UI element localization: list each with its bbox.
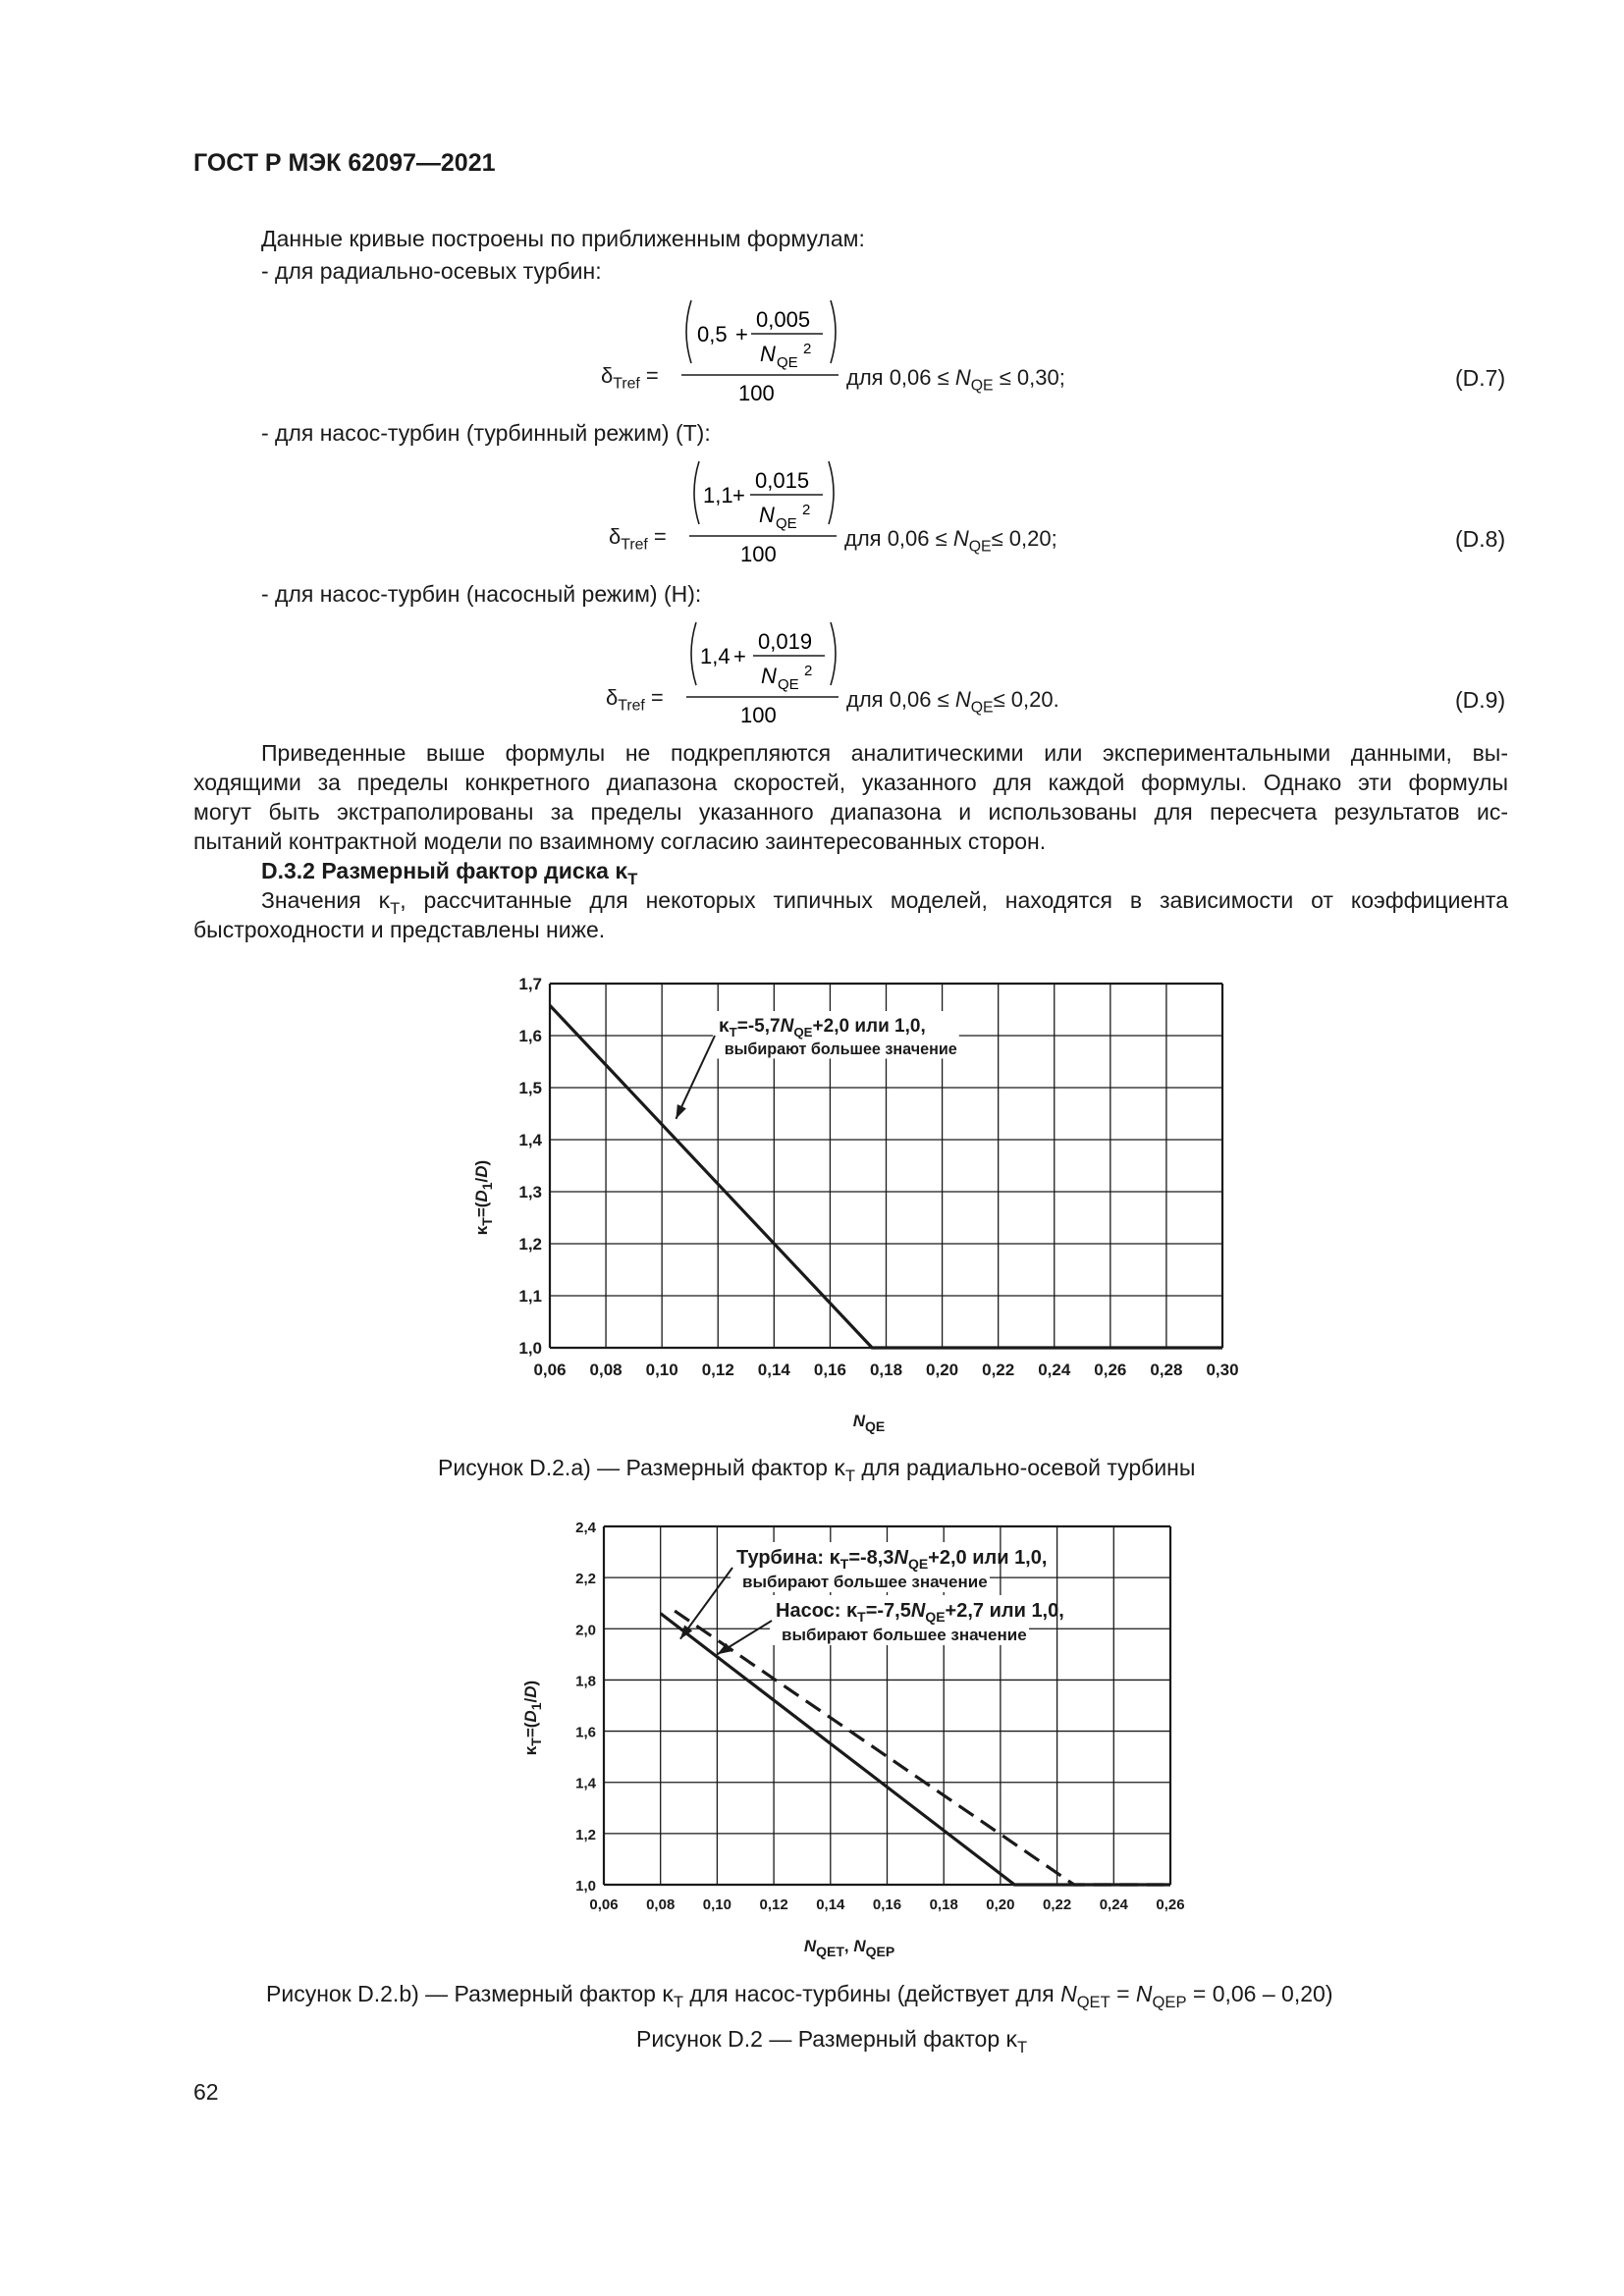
svg-text:1,1: 1,1 bbox=[703, 483, 733, 507]
x-tick-label: 0,16 bbox=[813, 1361, 846, 1379]
x-tick-label: 0,14 bbox=[816, 1896, 845, 1913]
svg-text:+: + bbox=[735, 322, 748, 347]
annotation-formula: Турбина: $\kappa_T=-8,3N_{QE}+2,0$ или 1,0, bbox=[736, 1547, 1048, 1572]
section-text-line: быстроходности и представлены ниже. bbox=[193, 917, 606, 942]
y-tick-label: 1,6 bbox=[575, 1724, 596, 1741]
intro-item-pump-mode: - для насос-турбин (насосный режим) (Н): bbox=[261, 581, 702, 607]
chart-radial-turbine bbox=[442, 967, 1257, 1438]
y-tick-label: 1,2 bbox=[575, 1826, 596, 1843]
annotation-note: выбирают большее значение bbox=[724, 1040, 957, 1058]
x-tick-label: 0,06 bbox=[533, 1361, 567, 1379]
formula-condition: для $0,06 \le N_{QE} \le 0,30$; bbox=[846, 365, 1065, 395]
x-tick-label: 0,24 bbox=[1099, 1896, 1128, 1913]
page-number: 62 bbox=[193, 2079, 219, 2105]
y-tick-label: 1,5 bbox=[518, 1079, 542, 1097]
annotation-arrowhead bbox=[676, 1104, 685, 1119]
x-tick-label: 0,06 bbox=[589, 1896, 619, 1913]
svg-text:2: 2 bbox=[803, 341, 812, 357]
y-tick-label: 1,6 bbox=[518, 1027, 542, 1045]
intro-item-radial: - для радиально-осевых турбин: bbox=[261, 258, 602, 284]
formula-lhs: $\delta_{Tref}$ = bbox=[606, 685, 664, 715]
x-axis-label: $N_{QE}$ bbox=[852, 1412, 886, 1434]
x-tick-label: 0,20 bbox=[926, 1361, 959, 1379]
svg-text:0,019: 0,019 bbox=[758, 629, 813, 654]
document-header: ГОСТ Р МЭК 62097—2021 bbox=[193, 149, 496, 177]
svg-text:N: N bbox=[760, 342, 776, 366]
svg-text:N: N bbox=[761, 664, 777, 688]
figure-caption: Рисунок D.2 — Размерный фактор $\kappa_T$ bbox=[636, 2026, 1028, 2056]
x-axis-label: $N_{QET}$, $N_{QEP}$ bbox=[803, 1937, 895, 1959]
formula-lhs: $\delta_{Tref}$ = bbox=[609, 524, 667, 554]
x-tick-label: 0,12 bbox=[701, 1361, 734, 1379]
formula-fraction bbox=[685, 455, 842, 571]
y-tick-label: 2,4 bbox=[575, 1520, 596, 1536]
chart-pump-turbine bbox=[511, 1507, 1198, 1973]
formula-condition: для $0,06 \le N_{QE}\le 0,20$. bbox=[846, 687, 1059, 717]
section-text-line: Значения $\kappa_T$, рассчитанные для некоторых типичных моделей, находятся в зависимости от коэффициента bbox=[261, 887, 1508, 918]
x-tick-label: 0,26 bbox=[1094, 1361, 1127, 1379]
formula-condition: для $0,06 \le N_{QE}\le 0,20$; bbox=[844, 526, 1057, 556]
svg-text:QE: QE bbox=[777, 354, 798, 371]
x-tick-label: 0,24 bbox=[1038, 1361, 1071, 1379]
y-tick-label: 1,8 bbox=[575, 1673, 596, 1690]
annotation-note: выбирают большее значение bbox=[742, 1573, 988, 1591]
svg-text:QE: QE bbox=[778, 676, 799, 693]
svg-text:QE: QE bbox=[776, 515, 797, 532]
y-tick-label: 1,3 bbox=[518, 1183, 542, 1201]
paragraph-line: Приведенные выше формулы не подкрепляются аналитическими или экспериментальными данными, вы- bbox=[261, 740, 1508, 766]
y-axis-label: $\kappa_T=(D_1/D)$ bbox=[472, 1159, 495, 1236]
series-line-pump bbox=[675, 1611, 1170, 1885]
svg-text:2: 2 bbox=[804, 663, 813, 679]
annotation-formula: Насос: $\kappa_T=-7,5N_{QE}+2,7$ или 1,0, bbox=[776, 1600, 1064, 1625]
svg-text:100: 100 bbox=[738, 381, 775, 405]
svg-text:0,015: 0,015 bbox=[755, 468, 810, 493]
svg-text:+: + bbox=[733, 644, 746, 668]
equation-number: (D.8) bbox=[1455, 526, 1506, 552]
y-tick-label: 1,4 bbox=[518, 1131, 542, 1149]
y-tick-label: 2,2 bbox=[575, 1571, 596, 1588]
formula-fraction bbox=[677, 294, 844, 410]
x-tick-label: 0,12 bbox=[759, 1896, 788, 1913]
x-tick-label: 0,28 bbox=[1150, 1361, 1183, 1379]
formula-lhs: $\delta_{Tref}$ = bbox=[601, 363, 659, 393]
figure-caption-b: Рисунок D.2.b) — Размерный фактор $\kappa_T$ для насос-турбины (действует для $N_{QET} = N_{QEP} = 0,06 - 0,20$) bbox=[266, 1981, 1333, 2011]
x-tick-label: 0,10 bbox=[702, 1896, 732, 1913]
x-tick-label: 0,20 bbox=[986, 1896, 1015, 1913]
x-tick-label: 0,22 bbox=[982, 1361, 1015, 1379]
equation-number: (D.9) bbox=[1455, 687, 1506, 713]
x-tick-label: 0,14 bbox=[757, 1361, 790, 1379]
x-tick-label: 0,08 bbox=[646, 1896, 676, 1913]
y-tick-label: 1,1 bbox=[518, 1287, 542, 1306]
y-tick-label: 1,2 bbox=[518, 1235, 542, 1254]
y-tick-label: 1,0 bbox=[575, 1878, 596, 1895]
x-tick-label: 0,22 bbox=[1042, 1896, 1072, 1913]
svg-text:+: + bbox=[732, 483, 745, 507]
y-tick-label: 1,4 bbox=[575, 1775, 596, 1792]
intro-line: Данные кривые построены по приближенным формулам: bbox=[261, 226, 865, 251]
paragraph-line: ходящими за пределы конкретного диапазона скоростей, указанного для каждой формулы. Однако эти формулы bbox=[193, 770, 1508, 795]
svg-text:2: 2 bbox=[802, 502, 811, 518]
x-tick-label: 0,16 bbox=[872, 1896, 902, 1913]
x-tick-label: 0,18 bbox=[929, 1896, 958, 1913]
x-tick-label: 0,18 bbox=[869, 1361, 903, 1379]
y-axis-label: $\kappa_T=(D_1/D)$ bbox=[521, 1680, 544, 1756]
svg-text:0,005: 0,005 bbox=[756, 307, 811, 332]
x-tick-label: 0,30 bbox=[1206, 1361, 1239, 1379]
svg-text:N: N bbox=[759, 503, 775, 527]
svg-text:0,5: 0,5 bbox=[697, 322, 728, 347]
figure-caption-a: Рисунок D.2.a) — Размерный фактор $\kappa_T$ для радиально-осевой турбины bbox=[438, 1455, 1196, 1485]
series-line-turbine bbox=[661, 1614, 1170, 1885]
paragraph-line: могут быть экстраполированы за пределы указанного диапазона и использованы для пересчета результатов ис- bbox=[193, 799, 1508, 825]
x-tick-label: 0,26 bbox=[1156, 1896, 1185, 1913]
svg-text:100: 100 bbox=[740, 703, 777, 727]
svg-text:100: 100 bbox=[740, 542, 777, 566]
x-tick-label: 0,08 bbox=[589, 1361, 623, 1379]
y-tick-label: 1,0 bbox=[518, 1339, 542, 1358]
svg-text:1,4: 1,4 bbox=[700, 644, 731, 668]
intro-item-pump-turbine: - для насос-турбин (турбинный режим) (Т): bbox=[261, 420, 711, 446]
equation-number: (D.7) bbox=[1455, 365, 1506, 391]
y-tick-label: 2,0 bbox=[575, 1622, 596, 1639]
section-heading: D.3.2 Размерный фактор диска $\kappa_T$ bbox=[261, 858, 638, 888]
annotation-formula: $\kappa_T=-5,7N_{QE}+2,0$ или 1,0, bbox=[719, 1016, 926, 1040]
y-tick-label: 1,7 bbox=[518, 975, 542, 993]
formula-fraction bbox=[682, 616, 844, 732]
x-tick-label: 0,10 bbox=[645, 1361, 678, 1379]
annotation-note: выбирают большее значение bbox=[782, 1626, 1027, 1644]
annotation-leader-line bbox=[676, 1036, 715, 1119]
paragraph-line: пытаний контрактной модели по взаимному согласию заинтересованных сторон. bbox=[193, 828, 1047, 854]
